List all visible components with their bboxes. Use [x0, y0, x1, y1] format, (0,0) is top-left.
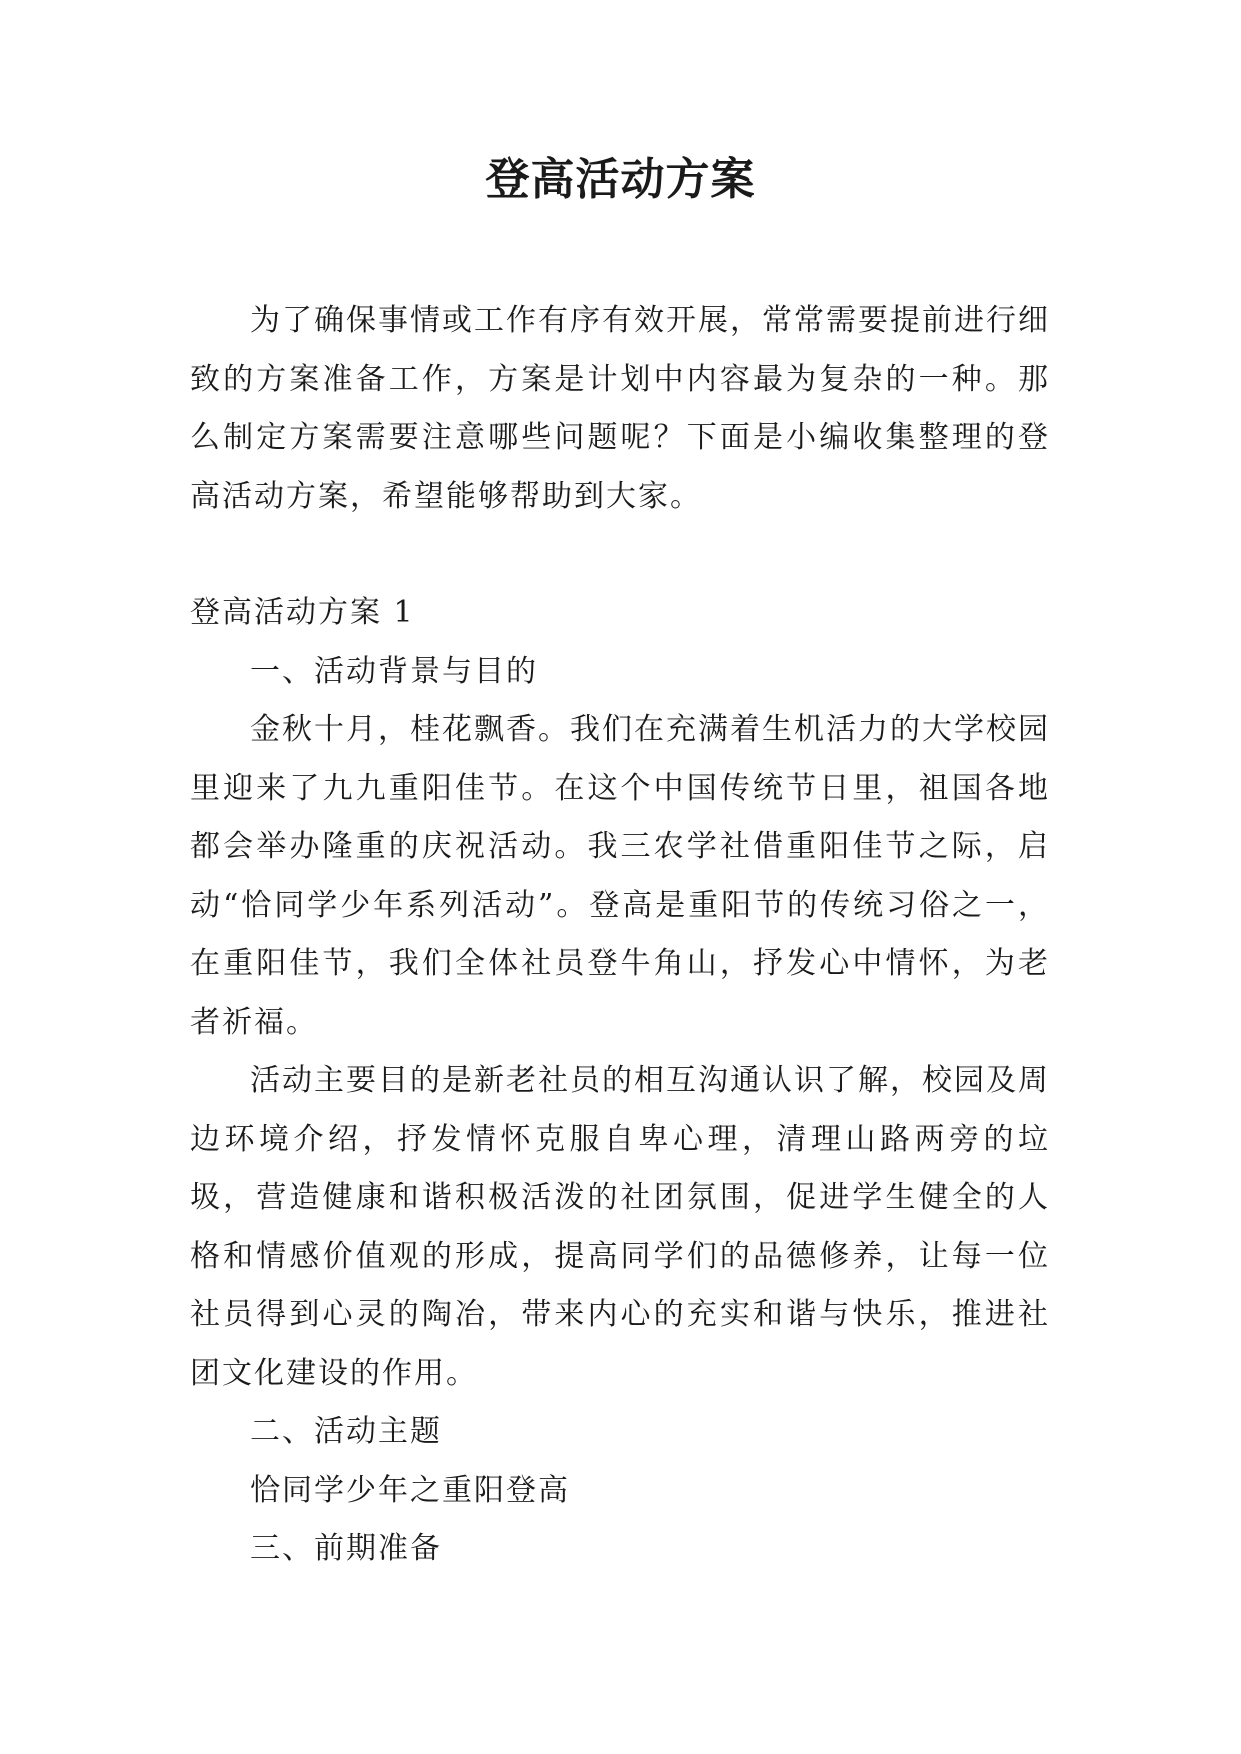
- intro-paragraph: 为了确保事情或工作有序有效开展，常常需要提前进行细致的方案准备工作，方案是计划中内容最为复杂的一种。那么制定方案需要注意哪些问题呢？下面是小编收集整理的登高活动方案，希望能够帮助到大家。: [190, 303, 1050, 514]
- theme-text: 恰同学少年之重阳登高: [250, 1472, 570, 1508]
- purpose-paragraph: 活动主要目的是新老社员的相互沟通认识了解，校园及周边环境介绍，抒发情怀克服自卑心理，清理山路两旁的垃圾，营造健康和谐积极活泼的社团氛围，促进学生健全的人格和情感价值观的形成，提高同学们的品德修养，让每一位社员得到心灵的陶冶，带来内心的充实和谐与快乐，推进社团文化建设的作用。: [190, 1063, 1050, 1391]
- background-paragraph: 金秋十月，桂花飘香。我们在充满着生机活力的大学校园里迎来了九九重阳佳节。在这个中国传统节日里，祖国各地都会举办隆重的庆祝活动。我三农学社借重阳佳节之际，启动“恰同学少年系列活动”。登高是重阳节的传统习俗之一， 在重阳佳节，我们全体社员登牛角山，抒发心中情怀，为老者祈福。: [190, 712, 1050, 1040]
- page-title: 登高活动方案: [485, 154, 756, 205]
- paragraph-spacer: [190, 526, 1050, 584]
- section-title: 登高活动方案 1: [190, 595, 415, 630]
- heading-theme: 二、活动主题: [250, 1414, 442, 1449]
- document-body: [190, 292, 1050, 1579]
- heading-background-purpose: 一、活动背景与目的: [250, 653, 538, 689]
- heading-preparation: 三、前期准备: [250, 1531, 442, 1566]
